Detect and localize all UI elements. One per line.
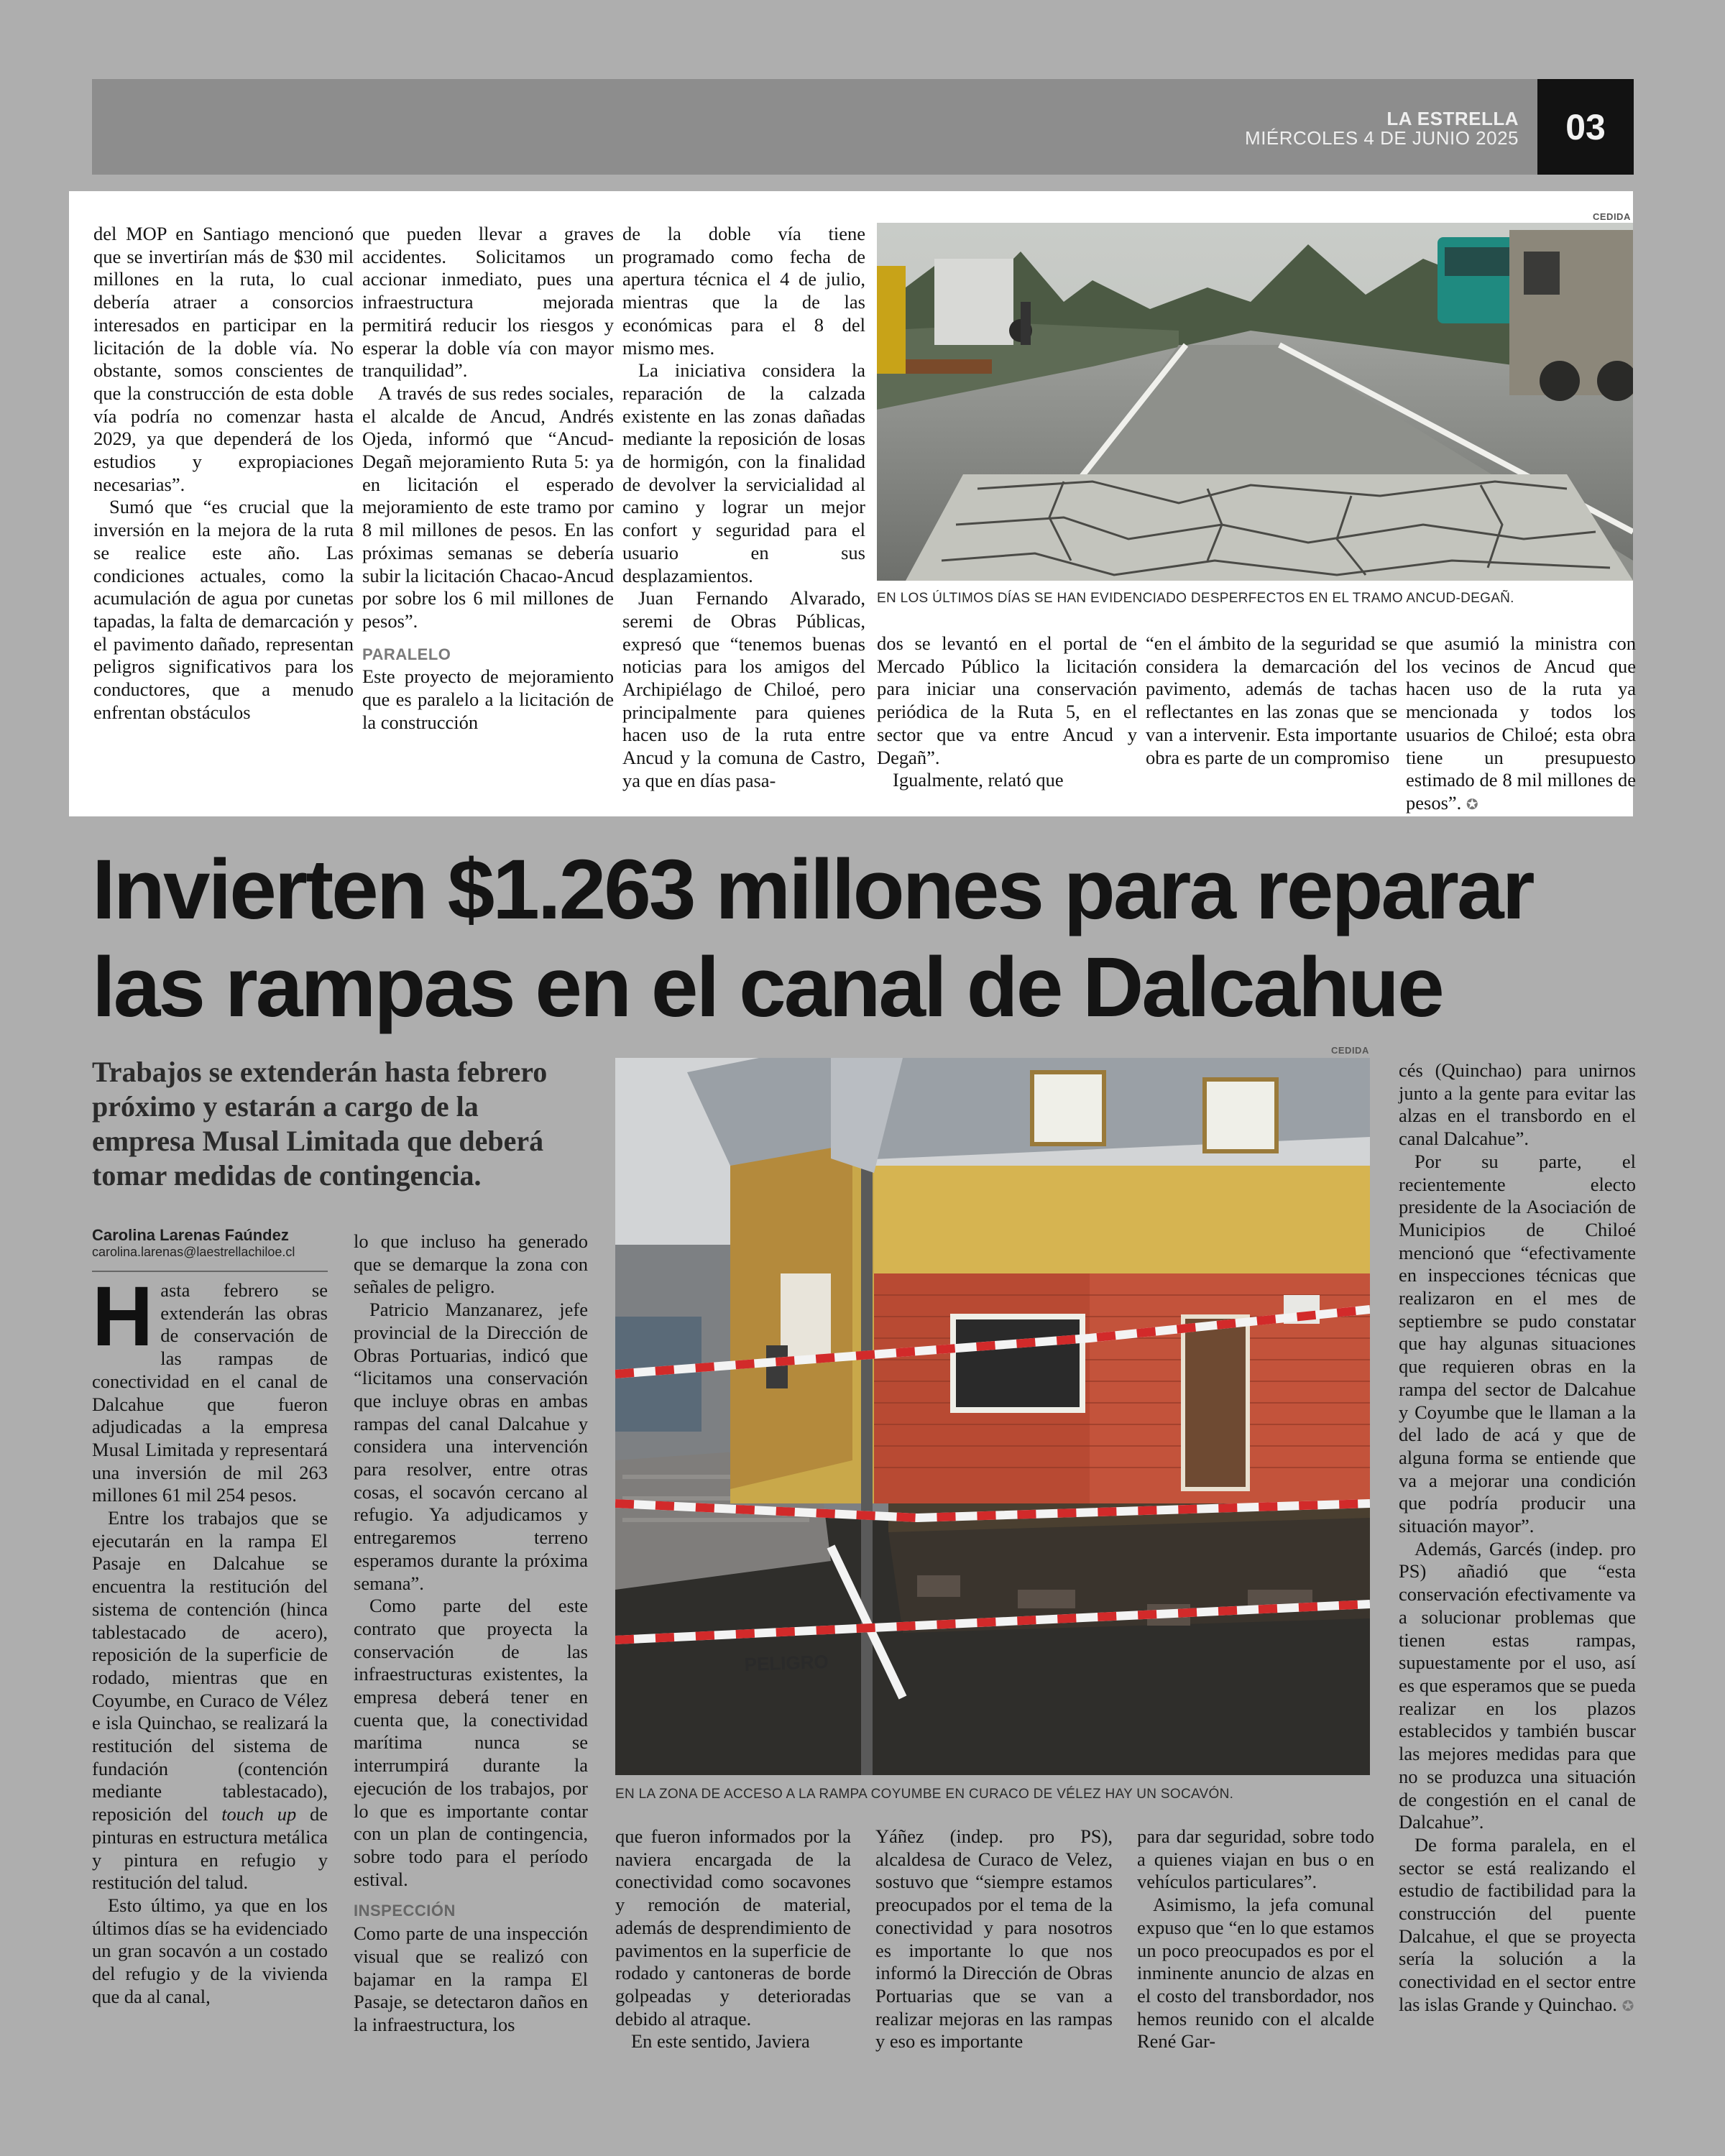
end-of-article-icon: ✪ bbox=[1622, 1996, 1634, 2014]
page-header bbox=[92, 79, 1634, 175]
top-column-6 bbox=[1397, 632, 1636, 816]
subhead-paralelo: PARALELO bbox=[362, 645, 451, 663]
top-column-2 bbox=[354, 223, 614, 734]
paragraph: cés (Quinchao) para unirnos junto a la gente para evitar las alzas en el transbordo en el canal Dalcahue”. bbox=[1399, 1059, 1636, 1150]
paragraph bbox=[92, 1269, 328, 1507]
main-column-4 bbox=[875, 1825, 1113, 2053]
main-column-5 bbox=[1137, 1825, 1374, 2053]
paragraph: Como parte del este contrato que proyecta la conservación de las infraestructuras existentes, la empresa deberá tener en cuenta que, la conectividad marítima nunca se interrumpirá durante la ejecución de los trabajos, por lo que es importante contar con un plan de contingencia, sobre todo para el período estival. bbox=[354, 1595, 588, 1890]
paragraph: Además, Garcés (indep. pro PS) añadió que “esta conservación efectivamente va a solucionar problemas que tienen estas rampas, supuestamente por el uso, así es que esperamos que se pueda realizar en los plazos establecidos y también buscar las mejores medidas para que no se produzca una situación de congestión en el canal de Dalcahue”. bbox=[1399, 1537, 1636, 1833]
paragraph: para dar seguridad, sobre todo a quienes viajan en bus o en vehículos particulares”. bbox=[1137, 1825, 1374, 1893]
paragraph: que pueden llevar a graves accidentes. Solicitamos un accionar inmediato, pues una infraestructura mejorada permitirá reducir los riesgos y esperar la doble vía con mayor tranquilidad”. bbox=[362, 223, 614, 382]
paragraph-text: que asumió la ministra con los vecinos de Ancud que hacen uso de la ruta ya mencionada y todos los usuarios de Chiloé; esta obra tiene un presupuesto estimado de 8 mil millones de pesos”. bbox=[1406, 632, 1636, 814]
paragraph-text: Entre los trabajos que se ejecutarán en la rampa El Pasaje en Dalcahue se encuentra la restitución del sistema de contención (hinca tablestacado de acero), reposición de la superficie de rodado, mientras que en Coyumbe, en Curaco de Vélez e isla Quinchao, se realizará la restitución del sistema de fundación (contención mediante tablestacado), reposición del bbox=[92, 1507, 328, 1825]
paragraph: Igualmente, relató que bbox=[893, 769, 1064, 791]
publication-date: MIÉRCOLES 4 DE JUNIO 2025 bbox=[1245, 127, 1519, 149]
paragraph bbox=[1406, 632, 1636, 816]
paragraph: Sumó que “es crucial que la inversión en la mejora de la ruta se realice este año. Las condiciones actuales, como la acumulación de agua por cunetas tapadas, la falta de demarcación y el pavimento dañado, representan peligros significativos para los conductores, que a menudo enfrentan obstáculos bbox=[93, 496, 354, 723]
drop-cap: H bbox=[92, 1269, 154, 1364]
paragraph: Por su parte, el recientemente electo presidente de la Asociación de Municipios de Chiloé mencionó que “efectivamente en inspecciones técnicas que realizaron en el mes de septiembre se pudo constatar que hay algunas situaciones que requieren obras en la rampa del sector de Dalcahue y Coyumbe que le llaman a la del lado de acá y que de alguna forma se entiende que va a mejorar una condición que podría producir una situación mayor”. bbox=[1399, 1150, 1636, 1537]
top-column-1 bbox=[93, 223, 354, 724]
paragraph bbox=[92, 1507, 328, 1894]
paragraph: “en el ámbito de la seguridad se considera la demarcación del pavimento, además de tachas reflectantes en las zonas que se van a intervenir. Esta importante obra es parte de un compromiso bbox=[1146, 632, 1397, 768]
paragraph: Como parte de una inspección visual que se realizó con bajamar en la rampa El Pasaje, se detectaron daños en la infraestructura, los bbox=[354, 1922, 588, 2035]
house-photo bbox=[615, 1058, 1370, 1775]
paragraph: Patricio Manzanarez, jefe provincial de la Dirección de Obras Portuarias, indicó que “licitamos una conservación que incluye obras en ambas rampas del canal Dalcahue y considera una intervención para resolver, entre otras cosas, el socavón cercano al refugio. Ya adjudicamos y entregaremos terreno esperamos durante la próxima semana”. bbox=[354, 1299, 588, 1594]
main-column-6 bbox=[1399, 1059, 1636, 2018]
paragraph: La iniciativa considera la reparación de la calzada existente en las zonas dañadas mediante la reposición de losas de hormigón, con la finalidad de devolver la servicialidad al camino y lograr un mejor confort y seguridad para el usuario en sus desplazamientos. bbox=[622, 359, 865, 586]
paragraph: Este proyecto de mejoramiento que es paralelo a la licitación de la construcción bbox=[362, 665, 614, 733]
photo-credit: CEDIDA bbox=[1331, 1045, 1369, 1056]
byline bbox=[92, 1226, 336, 1260]
continued-article bbox=[69, 191, 1636, 816]
road-photo bbox=[877, 223, 1633, 581]
main-column-3 bbox=[615, 1825, 851, 2053]
end-of-article-icon: ✪ bbox=[1466, 795, 1478, 813]
article-deck: Trabajos se extenderán hasta febrero próximo y estarán a cargo de la empresa Musal Limitada que deberá tomar medidas de contingencia. bbox=[92, 1056, 548, 1192]
top-column-4 bbox=[877, 632, 1137, 792]
paragraph: Asimismo, la jefa comunal expuso que “en lo que estamos un poco preocupados es por el inminente anuncio de alzas en el costo del transbordador, nos hemos reunido con el alcalde René Gar- bbox=[1137, 1894, 1374, 2053]
paragraph: Juan Fernando Alvarado, seremi de Obras Públicas, expresó que “tenemos buenas noticias para los amigos del Archipiélago de Chiloé, pero principalmente para quienes hacen uso de la ruta entre Ancud y la comuna de Castro, ya que en días pasa- bbox=[622, 587, 865, 791]
paragraph-text: De forma paralela, en el sector se está realizando el estudio de factibilidad para la construcción del puente Dalcahue, el que se proyecta sería la solución a la conectividad en el sector entre las islas Grande y Quinchao. bbox=[1399, 1833, 1636, 2015]
paragraph: Esto último, ya que en los últimos días se ha evidenciado un gran socavón a un costado del refugio y de la vivienda que da al canal, bbox=[92, 1894, 328, 2007]
top-column-5 bbox=[1137, 632, 1397, 769]
paragraph-text: asta febrero se extenderán las obras de conservación de las rampas de conectividad en el canal de Dalcahue que fueron adjudicadas a la empresa Musal Limitada y representará una inversión de mil 263 millones 61 mil 254 pesos. bbox=[92, 1279, 328, 1506]
paragraph: de la doble vía tiene programado como fecha de apertura técnica el 4 de julio, mientras que la de las económicas para el 8 del mismo mes. bbox=[622, 223, 865, 359]
main-column-2 bbox=[354, 1230, 588, 2037]
paragraph: En este sentido, Javiera bbox=[631, 2030, 810, 2053]
author-name: Carolina Larenas Faúndez bbox=[92, 1226, 289, 1244]
italic-term: touch up bbox=[221, 1803, 297, 1825]
header-text bbox=[1245, 109, 1519, 149]
paragraph: del MOP en Santiago mencionó que se invertirían más de $30 mil millones en la ruta, lo cual debería atraer a consorcios interesados en participar en la licitación de la doble vía. No obstante, somos conscientes de que la construcción de esta doble vía podría no comenzar hasta 2029, ya que dependerá de los estudios y expropiaciones necesarias”. bbox=[93, 223, 354, 495]
paragraph-text: de pinturas en estructura metálica y pintura en refugio y restitución del talud. bbox=[92, 1803, 328, 1894]
photo-caption: EN LOS ÚLTIMOS DÍAS SE HAN EVIDENCIADO DESPERFECTOS EN EL TRAMO ANCUD-DEGAÑ. bbox=[877, 591, 1514, 606]
paragraph: A través de sus redes sociales, el alcalde de Ancud, Andrés Ojeda, informó que “Ancud-Degañ mejoramiento Ruta 5: ya en licitación el esperado mejoramiento de este tramo por 8 mil millones de pesos. En las próximas semanas se debería subir la licitación Chacao-Ancud por sobre los 6 mil millones de pesos”. bbox=[362, 382, 614, 632]
paragraph: dos se levantó en el portal de Mercado Público la licitación para iniciar una conservación periódica de la Ruta 5, en el sector que va entre Ancud y Degañ”. bbox=[877, 632, 1137, 768]
paragraph: que fueron informados por la naviera encargada de la conectividad como socavones y remoción de material, además de desprendimiento de pavimentos en la superficie de rodado y cantoneras de borde golpeadas y deterioradas debido al atraque. bbox=[615, 1825, 851, 2030]
photo-credit: CEDIDA bbox=[1593, 211, 1631, 222]
top-column-3 bbox=[614, 223, 865, 793]
publication-name: LA ESTRELLA bbox=[1386, 108, 1519, 129]
headline bbox=[92, 841, 1637, 1036]
photo-caption: EN LA ZONA DE ACCESO A LA RAMPA COYUMBE EN CURACO DE VÉLEZ HAY UN SOCAVÓN. bbox=[615, 1787, 1234, 1802]
paragraph: lo que incluso ha generado que se demarque la zona con señales de peligro. bbox=[354, 1230, 588, 1298]
page-number: 03 bbox=[1537, 79, 1634, 175]
paragraph bbox=[1399, 1834, 1636, 2018]
author-email: carolina.larenas@laestrellachiloe.cl bbox=[92, 1245, 295, 1259]
main-column-1 bbox=[92, 1269, 328, 2009]
headline-line-1: Invierten $1.263 millones para reparar bbox=[92, 842, 1533, 937]
headline-line-2: las rampas en el canal de Dalcahue bbox=[92, 940, 1443, 1035]
paragraph: Yáñez (indep. pro PS), alcaldesa de Curaco de Velez, sostuvo que “siempre estamos preocupados por el tema de la conectividad y para nosotros es importante lo que nos informó la Dirección de Obras Portuarias que se van a realizar mejoras en las rampas y eso es importante bbox=[875, 1825, 1113, 2053]
tape-label: PELIGRO bbox=[744, 1650, 829, 1675]
subhead-inspeccion: INSPECCIÓN bbox=[354, 1902, 456, 1920]
